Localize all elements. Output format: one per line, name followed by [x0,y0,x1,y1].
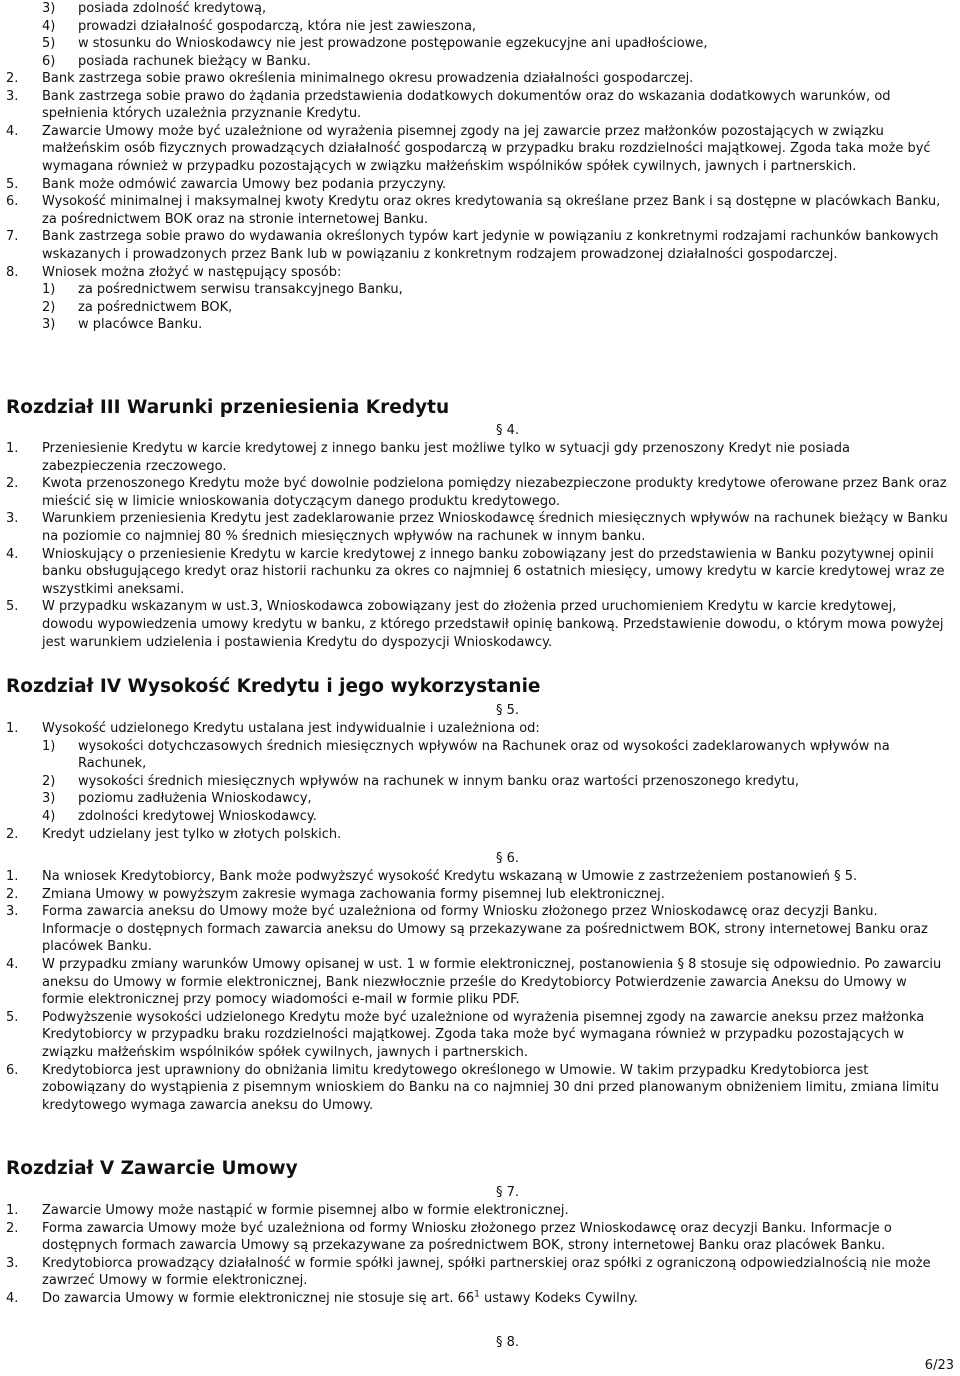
list-item: 2. Forma zawarcia Umowy może być uzależniona od formy Wniosku złożonego przez Wnioskodawcę oraz decyzji Banku. Informacje o dostępnych formach zawarcia Umowy są przekazywane za pośrednictwem BOK, strony internetowej Banku oraz placówek Banku. [6,1220,892,1254]
list-item: 4. W przypadku zmiany warunków Umowy opisanej w ust. 1 w formie elektronicznej, postanowienia § 8 stosuje się odpowiednio. Po zawarciu aneksu do Umowy w formie elektronicznej, Bank niezwłocznie prześle do Kredytobiorcy Potwierdzenie zawarcia Aneksu do Umowy w formie elektronicznej przy pomocy wiadomości e-mail w formie pliku PDF. [6,956,942,1008]
list-item: 4. Zawarcie Umowy może być uzależnione od wyrażenia pisemnej zgody na jej zawarcie przez małżonków pozostających w związku małżeńskim osób fizycznych prowadzących działalność gospodarczą w przypadku braku rozdzielności majątkowej. Zgoda taka może być wymagana również w przypadku pozostających w związku małżeńskim wspólników spółek cywilnych, jawnych i partnerskich. [6,123,931,174]
list-item: 3) poziomu zadłużenia Wnioskodawcy, [42,791,312,807]
list-item: 6) posiada rachunek bieżący w Banku. [42,53,311,69]
list-item: 2) za pośrednictwem BOK, [42,299,233,315]
list-item: 1. Wysokość udzielonego Kredytu ustalana jest indywidualnie i uzależniona od: [6,721,540,736]
list-item: 2. Bank zastrzega sobie prawo określenia minimalnego okresu prowadzenia działalności gospodarczej. [6,71,694,86]
top-subitems [0,0,950,70]
paragraph-number: § 4. [496,423,520,438]
list-item: 3. Forma zawarcia aneksu do Umowy może być uzależniona od formy Wniosku złożonego przez Wnioskodawcę oraz decyzji Banku. Informacje o dostępnych formach zawarcia aneksu do Umowy są przekazywane za pośrednictwem BOK, strony internetowej Banku oraz placówek Banku. [6,904,928,955]
list-item: 8. Wniosek można złożyć w następujący sposób: [6,264,342,280]
chapter-title: Rozdział V Zawarcie Umowy [6,1158,298,1179]
list-item: 3) posiada zdolność kredytową, [42,1,267,16]
list-item: 5. Bank może odmówić zawarcia Umowy bez podania przyczyny. [6,176,447,192]
list-item: 3. Kredytobiorca prowadzący działalność w formie spółki jawnej, spółki partnerskiej oraz spółki z ograniczoną odpowiedzialnością nie może zawrzeć Umowy w formie elektronicznej. [6,1255,931,1289]
list-item: 1) wysokości dotychczasowych średnich miesięcznych wpływów na Rachunek oraz od wysokości zadeklarowanych wpływów na Rachunek, [42,738,890,772]
list-item: 6. Kredytobiorca jest uprawniony do obniżania limitu kredytowego określonego w Umowie. W takim przypadku Kredytobiorca jest zobowiązany do wystąpienia z pisemnym wnioskiem do Banku na co najmniej 30 dni przed planowanym obniżeniem limitu, zmiana limitu kredytowego wymaga zawarcia aneksu do Umowy. [6,1062,940,1113]
list-item: 6. Wysokość minimalnej i maksymalnej kwoty Kredytu oraz okres kredytowania są określane przez Bank i są dostępne w placówkach Banku, za pośrednictwem BOK oraz na stronie internetowej Banku. [6,194,941,227]
list-item: 1. Na wniosek Kredytobiorcy, Bank może podwyższyć wysokość Kredytu wskazaną w Umowie z zastrzeżeniem postanowień § 5. [6,869,858,884]
paragraph-number: § 8. [496,1335,520,1350]
list-item: 7. Bank zastrzega sobie prawo do wydawania określonych typów kart jedynie w powiązaniu z konkretnymi rodzajami rachunków bankowych wskazanych i prowadzonych przez Bank lub w powiązaniu z konkretnym rodzajem prowadzonej działalności gospodarczej. [6,229,939,262]
top-items [0,70,950,334]
list-item: 2. Kwota przenoszonego Kredytu może być dowolnie podzielona pomiędzy niezabezpieczone produkty kredytowe oferowane przez Bank oraz mieścić się w limicie wnioskowania dotyczącym danego produktu kredytowego. [6,476,947,509]
paragraph-number: § 6. [496,851,520,866]
list-item: 2) wysokości średnich miesięcznych wpływów na rachunek w innym banku oraz wartości przenoszonego kredytu, [42,773,799,789]
list-item: 1. Przeniesienie Kredytu w karcie kredytowej z innego banku jest możliwe tylko w sytuacji gdy przenoszony Kredyt nie posiada zabezpieczenia rzeczowego. [6,441,850,474]
list-item: 5. W przypadku wskazanym w ust.3, Wnioskodawca zobowiązany jest do złożenia przed uruchomieniem Kredytu w karcie kredytowej, dowodu wypowiedzenia umowy kredytu w banku, z którego przedstawił opinię bankową. Przedstawienie dowodu, o którym mowa powyżej jest warunkiem udzielenia i postawienia Kredytu do dyspozycji Wnioskodawcy. [6,599,944,650]
list-item: 3) w placówce Banku. [42,317,203,333]
chapter-4-items-6 [0,868,950,1114]
chapter-3-items [0,440,950,651]
chapter-4-items [0,720,950,843]
list-item: 2. Kredyt udzielany jest tylko w złotych polskich. [6,826,342,842]
list-item: 1. Zawarcie Umowy może nastąpić w formie pisemnej albo w formie elektronicznej. [6,1203,569,1218]
paragraph-number: § 7. [496,1185,520,1200]
list-item: 4. Do zawarcia Umowy w formie elektronicznej nie stosuje się art. $66^1$ ustawy Kodeks Cywilny. [6,1289,638,1306]
list-item: 4) zdolności kredytowej Wnioskodawcy. [42,808,317,824]
chapter-title: Rozdział III Warunki przeniesienia Kredytu [6,397,450,418]
list-item: 4. Wnioskujący o przeniesienie Kredytu w karcie kredytowej z innego banku zobowiązany jest do przedstawienia w Banku pozytywnej opinii banku obsługującego kredyt oraz historii rachunku za okres co najmniej 6 ostatnich miesięcy, umowy kredytu w karcie kredytowej wraz ze wszystkimi aneksami. [6,546,945,597]
list-item: 3. Warunkiem przeniesienia Kredytu jest zadeklarowanie przez Wnioskodawcę średnich miesięcznych wpływów na rachunek bieżący w Banku na poziomie co najmniej 80 % średnich miesięcznych wpływów na rachunek w innym banku. [6,511,948,544]
list-item: 1) za pośrednictwem serwisu transakcyjnego Banku, [42,282,403,298]
chapter-5-items [0,1202,950,1308]
paragraph-number: § 5. [496,703,520,718]
chapter-title: Rozdział IV Wysokość Kredytu i jego wykorzystanie [6,676,541,697]
list-item: 2. Zmiana Umowy w powyższym zakresie wymaga zachowania formy pisemnej lub elektronicznej. [6,886,665,902]
list-item: 4) prowadzi działalność gospodarczą, która nie jest zawieszona, [42,18,477,34]
list-item: 5) w stosunku do Wnioskodawcy nie jest prowadzone postępowanie egzekucyjne ani upadłościowe, [42,36,708,52]
list-item: 5. Podwyższenie wysokości udzielonego Kredytu może być uzależnione od wyrażenia pisemnej zgody na zawarcie aneksu przez małżonka Kredytobiorcy w przypadku braku rozdzielności majątkowej. Zgoda taka może być wymagana również w przypadku pozostających w związku małżeńskim wspólników spółek cywilnych, jawnych i partnerskich. [6,1009,925,1060]
footnote-superscript: 1 [474,1289,480,1300]
list-item: 3. Bank zastrzega sobie prawo do żądania przedstawienia dodatkowych dokumentów oraz do wskazania dodatkowych warunków, od spełnienia których uzależnia przyznanie Kredytu. [6,88,891,122]
page-number: 6/23 [924,1358,954,1373]
